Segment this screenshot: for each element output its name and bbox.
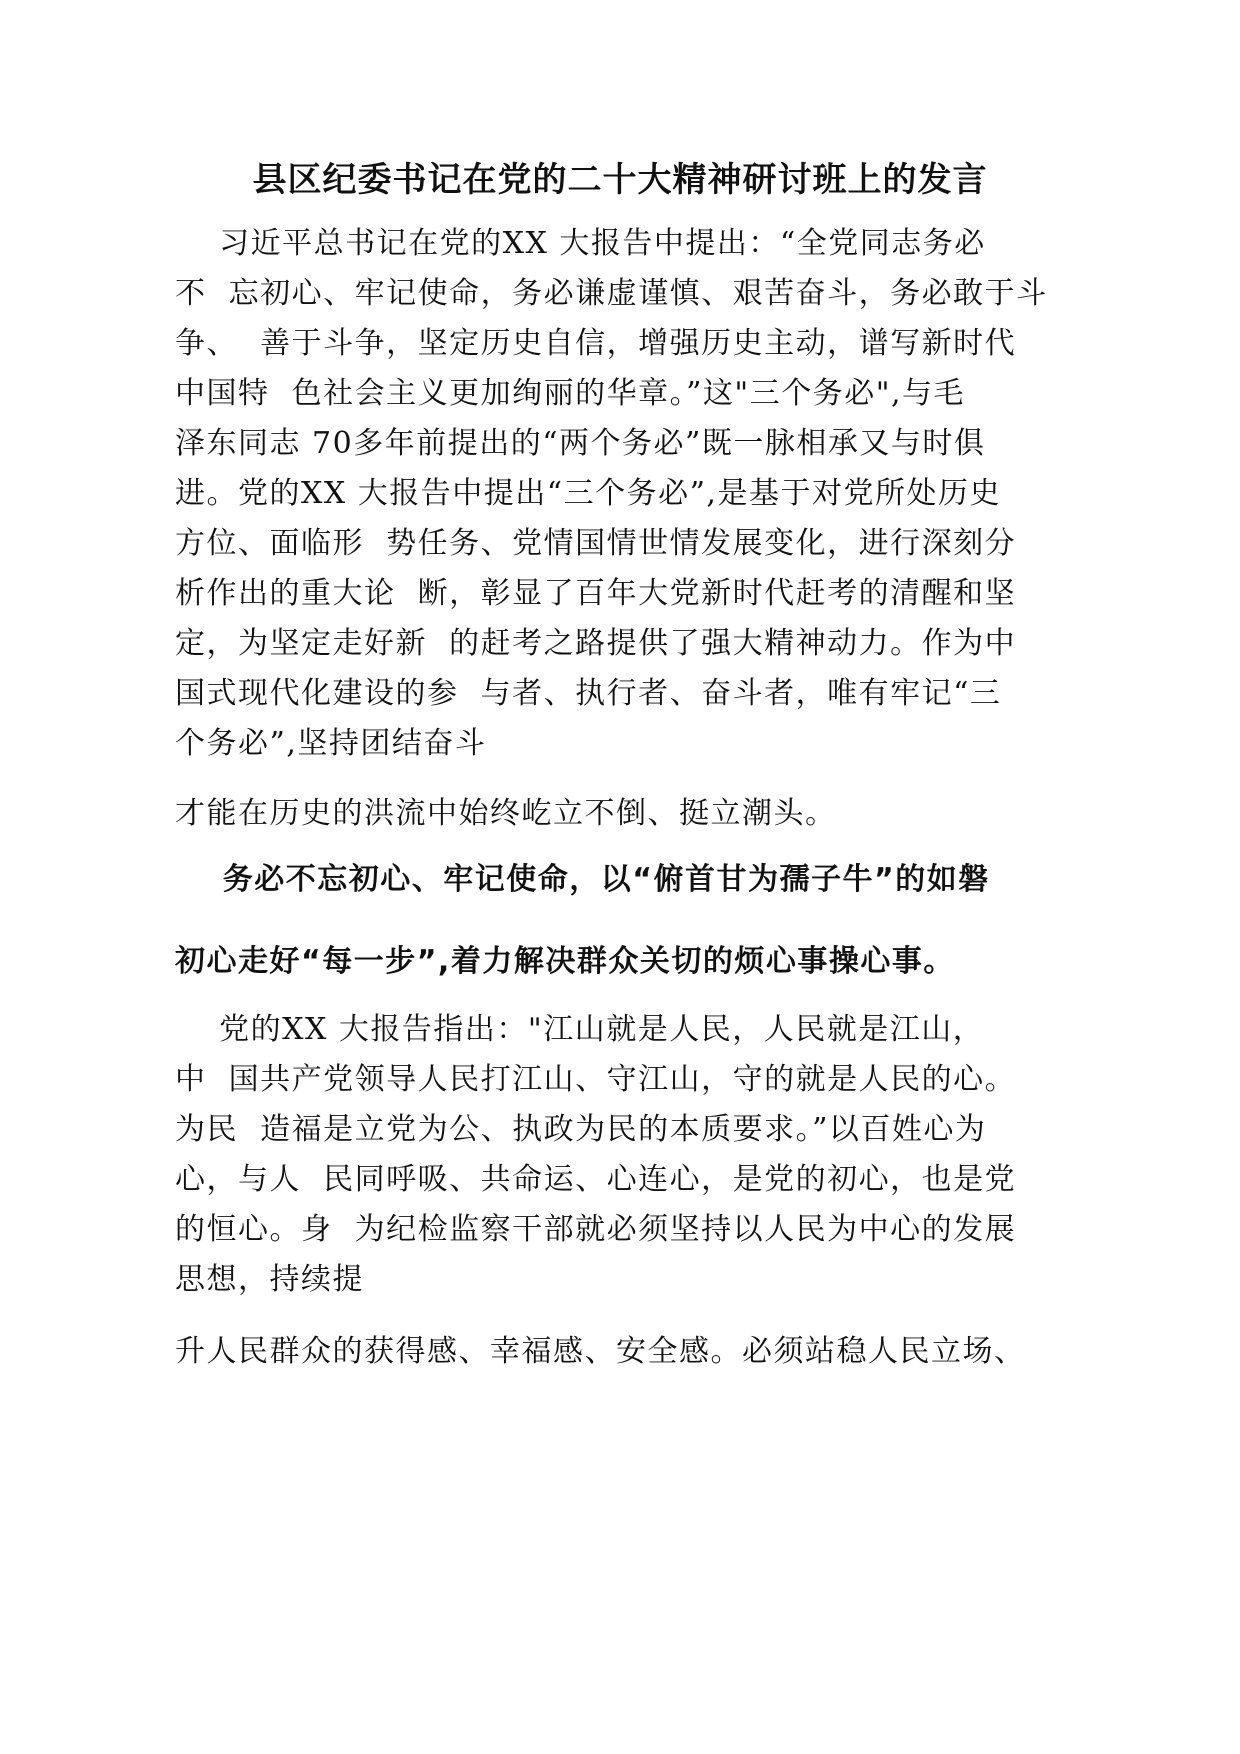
paragraph-1-line: 析作出的重大论 断，彰显了百年大党新时代赶考的清醒和坚 [175, 576, 1017, 611]
paragraph-1-line: 泽东同志 70多年前提出的“两个务必”既一脉相承又与时俱 [175, 426, 986, 461]
paragraph-1-line: 中国特 色社会主义更加绚丽的华章。”这"三个务必",与毛 [175, 376, 966, 411]
paragraph-1-line: 习近平总书记在党的XX 大报告中提出：“全党同志务必 [175, 226, 986, 261]
paragraph-1-line: 个务必”,坚持团结奋斗 [175, 726, 487, 761]
document-title: 县区纪委书记在党的二十大精神研讨班上的发言 [252, 160, 988, 200]
paragraph-1-line: 争、 善于斗争，坚定历史自信，增强历史主动，谱写新时代 [175, 326, 1017, 361]
paragraph-1-line: 不 忘初心、牢记使命，务必谦虚谨慎、艰苦奋斗，务必敢于斗 [175, 276, 1048, 311]
paragraph-2-line: 的恒心。身 为纪检监察干部就必须坚持以人民为中心的发展 [175, 1212, 1017, 1247]
paragraph-2-line: 思想，持续提 [175, 1262, 364, 1297]
paragraph-2-line: 心，与人 民同呼吸、共命运、心连心，是党的初心，也是党 [175, 1162, 1017, 1197]
paragraph-1-tail: 才能在历史的洪流中始终屹立不倒、挺立潮头。 [175, 796, 837, 831]
section-heading-line: 初心走好“每一步”,着力解决群众关切的烦心事操心事。 [175, 944, 955, 979]
paragraph-2-line: 党的XX 大报告指出："江山就是人民，人民就是江山， [175, 1012, 985, 1047]
paragraph-2-tail: 升人民群众的获得感、幸福感、安全感。必须站稳人民立场、 [175, 1334, 1026, 1369]
paragraph-1-line: 方位、面临形 势任务、党情国情世情发展变化，进行深刻分 [175, 526, 1017, 561]
paragraph-1-line: 定，为坚定走好新 的赶考之路提供了强大精神动力。作为中 [175, 626, 1017, 661]
paragraph-1-line: 进。党的XX 大报告中提出“三个务必”,是基于对党所处历史 [175, 476, 1001, 511]
paragraph-1-line: 国式现代化建设的参 与者、执行者、奋斗者，唯有牢记“三 [175, 676, 1002, 711]
paragraph-2-line: 为民 造福是立党为公、执政为民的本质要求。”以百姓心为 [175, 1112, 987, 1147]
section-heading-line: 务必不忘初心、牢记使命，以“俯首甘为孺子牛”的如磐 [175, 862, 990, 897]
paragraph-2-line: 中 国共产党领导人民打江山、守江山，守的就是人民的心。 [175, 1062, 1017, 1097]
